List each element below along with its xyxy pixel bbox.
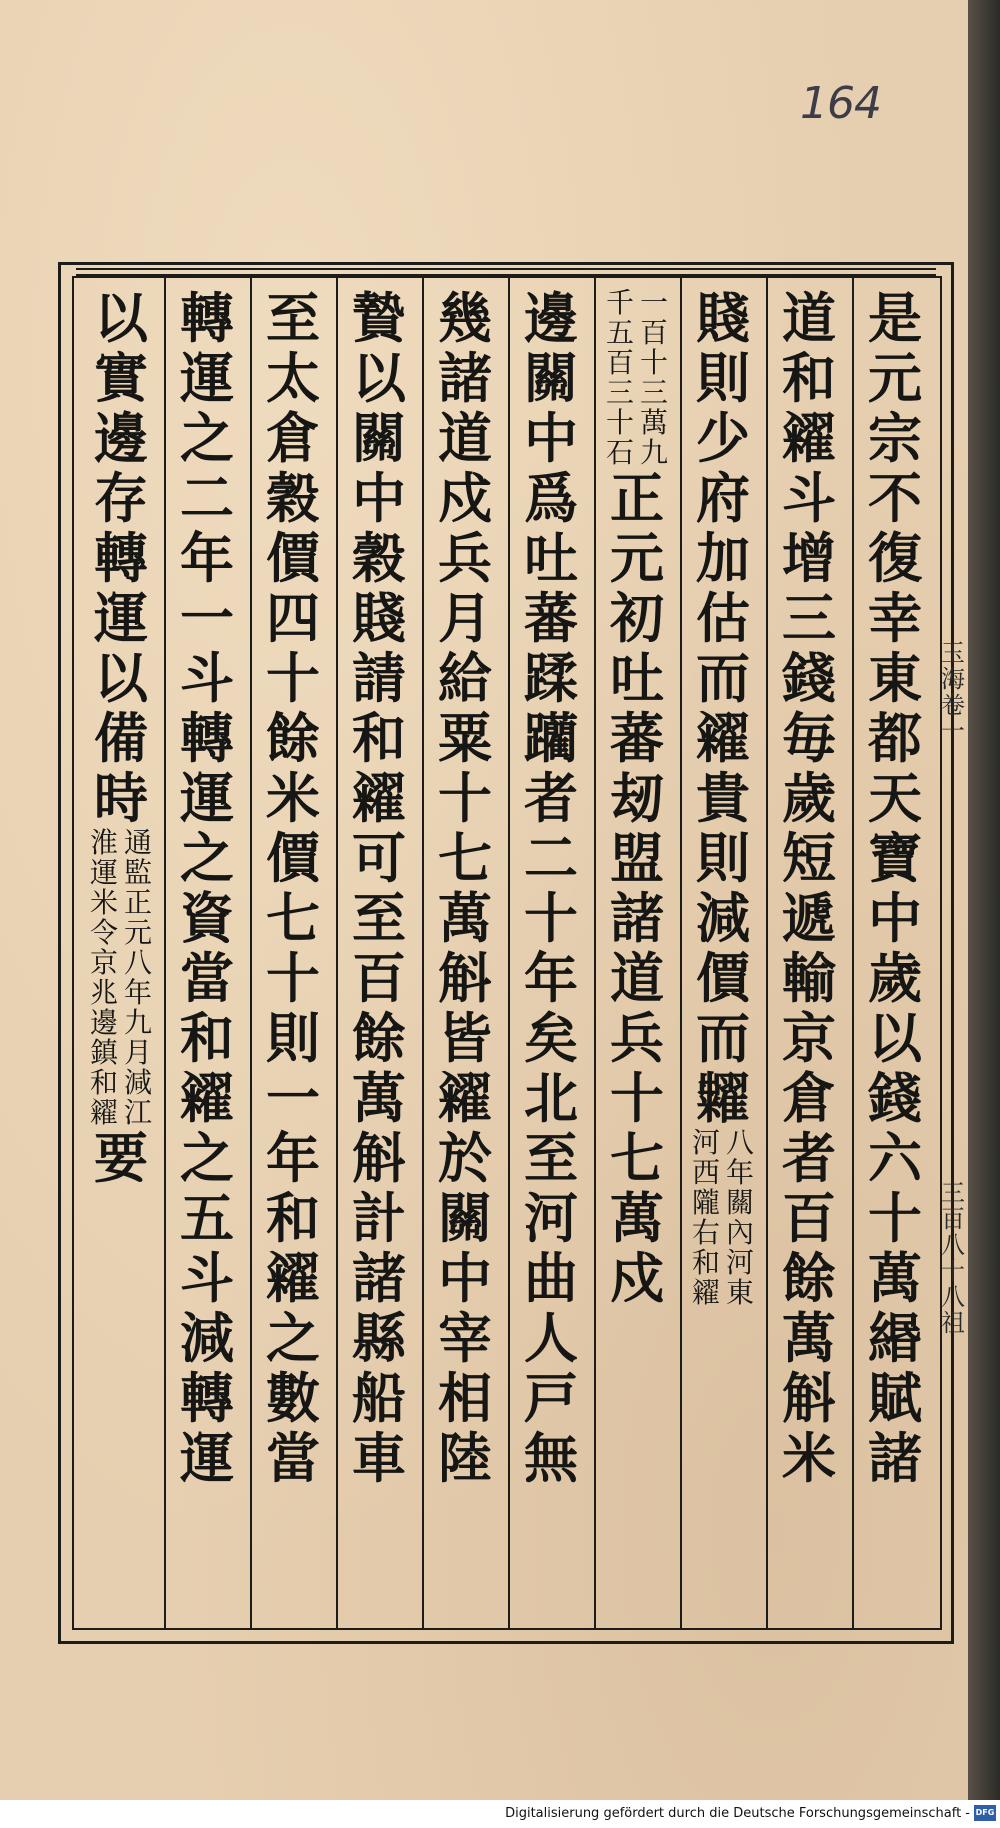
text-char: 請 (352, 646, 406, 710)
text-char: 矣 (524, 1006, 578, 1070)
text-char: 轉 (180, 706, 234, 770)
text-char: 糴 (696, 706, 750, 770)
digitization-credit: Digitalisierung gefördert durch die Deutsche Forschungsgemeinschaft - (0, 1800, 1000, 1828)
text-char: 年 (266, 1126, 320, 1190)
text-column (342, 288, 416, 1618)
column-divider (164, 278, 166, 1630)
text-char: 可 (352, 826, 406, 890)
text-char: 十 (266, 646, 320, 710)
text-char: 元 (868, 346, 922, 410)
text-char: 歲 (868, 946, 922, 1010)
column-divider (422, 278, 424, 1630)
annotation-char: 隴 (691, 1186, 720, 1219)
text-char: 運 (94, 586, 148, 650)
text-char: 宰 (438, 1306, 492, 1370)
text-char: 短 (782, 826, 836, 890)
text-char: 二 (524, 826, 578, 890)
text-char: 兵 (438, 526, 492, 590)
text-char: 曲 (524, 1246, 578, 1310)
text-char: 中 (868, 886, 922, 950)
text-char: 十 (524, 886, 578, 950)
column-divider (508, 278, 510, 1630)
text-char: 吐 (610, 646, 664, 710)
text-char: 增 (782, 526, 836, 590)
annotation-char: 米 (89, 886, 118, 919)
text-char: 至 (524, 1126, 578, 1190)
text-char: 之 (180, 406, 234, 470)
text-char: 諸 (352, 1246, 406, 1310)
note-line (123, 828, 153, 1128)
text-char: 相 (438, 1366, 492, 1430)
text-char: 十 (610, 1066, 664, 1130)
text-char: 運 (180, 766, 234, 830)
text-char: 一 (180, 586, 234, 650)
text-char: 北 (524, 1066, 578, 1130)
annotation-char: 監 (123, 856, 152, 889)
text-char: 蕃 (610, 706, 664, 770)
annotation-char: 京 (89, 946, 118, 979)
text-char: 盟 (610, 826, 664, 890)
text-char: 關 (524, 346, 578, 410)
annotation-char: 鎮 (89, 1036, 118, 1069)
text-char: 關 (438, 1186, 492, 1250)
text-char: 遞 (782, 886, 836, 950)
text-char: 轉 (94, 526, 148, 590)
dfg-logo-icon: DFG (974, 1805, 996, 1821)
text-char: 萬 (782, 1306, 836, 1370)
text-char: 穀 (266, 466, 320, 530)
text-char: 府 (696, 466, 750, 530)
annotation-char: 月 (123, 1036, 152, 1069)
text-char: 計 (352, 1186, 406, 1250)
text-char: 數 (266, 1366, 320, 1430)
text-char: 六 (868, 1126, 922, 1190)
text-char: 天 (868, 766, 922, 830)
text-char: 則 (696, 826, 750, 890)
text-char: 邊 (94, 406, 148, 470)
text-char: 刼 (610, 766, 664, 830)
text-char: 河 (524, 1186, 578, 1250)
text-char: 和 (266, 1186, 320, 1250)
annotation-char: 內 (725, 1216, 754, 1249)
text-char: 二 (180, 466, 234, 530)
text-char: 賦 (868, 1366, 922, 1430)
text-char: 貴 (696, 766, 750, 830)
annotation-char: 江 (123, 1096, 152, 1129)
text-column (772, 288, 846, 1618)
text-char: 錢 (782, 646, 836, 710)
text-char: 運 (180, 346, 234, 410)
annotation-char: 十 (605, 406, 634, 439)
interlinear-note (691, 1128, 755, 1308)
annotation-char: 十 (639, 346, 668, 379)
column-divider (336, 278, 338, 1630)
text-char: 十 (438, 766, 492, 830)
annotation-char: 三 (605, 376, 634, 409)
text-char: 者 (524, 766, 578, 830)
annotation-char: 正 (123, 886, 152, 919)
margin-char: 十 (941, 1257, 965, 1285)
text-char: 中 (438, 1246, 492, 1310)
annotation-char: 減 (123, 1066, 152, 1099)
text-char: 七 (438, 826, 492, 890)
text-char: 當 (266, 1426, 320, 1490)
text-char: 年 (180, 526, 234, 590)
annotation-char: 糴 (89, 1096, 118, 1129)
text-char: 和 (782, 346, 836, 410)
text-char: 皆 (438, 1006, 492, 1070)
text-char: 車 (352, 1426, 406, 1490)
text-char: 緡 (868, 1306, 922, 1370)
text-char: 諸 (438, 346, 492, 410)
text-char: 復 (868, 526, 922, 590)
annotation-char: 河 (691, 1126, 720, 1159)
interlinear-note (89, 828, 153, 1128)
text-char: 正 (610, 466, 664, 530)
text-char: 百 (782, 1186, 836, 1250)
text-char: 人 (524, 1306, 578, 1370)
text-char: 給 (438, 646, 492, 710)
annotation-char: 令 (89, 916, 118, 949)
text-char: 斗 (180, 646, 234, 710)
annotation-char: 河 (725, 1246, 754, 1279)
text-char: 餘 (266, 706, 320, 770)
text-char: 百 (352, 946, 406, 1010)
text-column (256, 288, 330, 1618)
text-char: 者 (782, 1126, 836, 1190)
text-column (84, 288, 158, 1618)
margin-char: 百 (941, 1205, 965, 1233)
text-char: 初 (610, 586, 664, 650)
text-char: 以 (94, 646, 148, 710)
text-char: 要 (94, 1126, 148, 1190)
text-char: 轉 (180, 286, 234, 350)
text-char: 戸 (524, 1366, 578, 1430)
text-column (428, 288, 502, 1618)
column-divider (680, 278, 682, 1630)
annotation-char: 石 (605, 436, 634, 469)
page-edge-shadow (968, 0, 1000, 1800)
text-char: 中 (524, 406, 578, 470)
text-char: 輸 (782, 946, 836, 1010)
text-char: 運 (180, 1426, 234, 1490)
text-char: 則 (266, 1006, 320, 1070)
text-char: 以 (94, 286, 148, 350)
text-char: 是 (868, 286, 922, 350)
text-char: 萬 (352, 1066, 406, 1130)
text-char: 戍 (438, 466, 492, 530)
annotation-char: 關 (725, 1186, 754, 1219)
column-divider (852, 278, 854, 1630)
text-char: 倉 (266, 406, 320, 470)
text-char: 歲 (782, 766, 836, 830)
text-char: 穀 (352, 526, 406, 590)
annotation-char: 淮 (89, 826, 118, 859)
annotation-char: 五 (605, 316, 634, 349)
text-column (514, 288, 588, 1618)
text-char: 船 (352, 1366, 406, 1430)
annotation-char: 八 (725, 1126, 754, 1159)
text-char: 月 (438, 586, 492, 650)
annotation-char: 年 (123, 976, 152, 1009)
margin-char: 一 (941, 717, 965, 745)
text-char: 斗 (782, 466, 836, 530)
text-char: 萬 (868, 1246, 922, 1310)
text-char: 京 (782, 1006, 836, 1070)
margin-char: 海 (941, 665, 965, 693)
margin-folio (942, 1180, 964, 1336)
text-char: 幾 (438, 286, 492, 350)
text-char: 戍 (610, 1246, 664, 1310)
text-char: 和 (180, 1006, 234, 1070)
text-char: 減 (696, 886, 750, 950)
text-char: 蕃 (524, 586, 578, 650)
text-char: 則 (696, 346, 750, 410)
text-char: 斗 (180, 1246, 234, 1310)
text-char: 宗 (868, 406, 922, 470)
column-divider (766, 278, 768, 1630)
text-char: 陸 (438, 1426, 492, 1490)
text-char: 道 (610, 946, 664, 1010)
text-char: 至 (266, 286, 320, 350)
text-char: 當 (180, 946, 234, 1010)
text-char: 價 (696, 946, 750, 1010)
annotation-char: 九 (639, 436, 668, 469)
text-char: 價 (266, 826, 320, 890)
text-char: 七 (610, 1126, 664, 1190)
text-char: 而 (696, 646, 750, 710)
text-char: 道 (782, 286, 836, 350)
text-char: 不 (868, 466, 922, 530)
text-char: 蹂 (524, 646, 578, 710)
interlinear-note (605, 288, 669, 468)
text-char: 萬 (438, 886, 492, 950)
annotation-char: 通 (123, 826, 152, 859)
text-char: 十 (868, 1186, 922, 1250)
annotation-char: 百 (639, 316, 668, 349)
text-char: 諸 (610, 886, 664, 950)
text-char: 加 (696, 526, 750, 590)
text-char: 估 (696, 586, 750, 650)
text-char: 斛 (352, 1126, 406, 1190)
text-char: 賤 (696, 286, 750, 350)
margin-char: 三 (941, 1179, 965, 1207)
text-char: 諸 (868, 1426, 922, 1490)
text-char: 於 (438, 1126, 492, 1190)
margin-char: 卷 (941, 691, 965, 719)
text-column (686, 288, 760, 1618)
annotation-char: 右 (691, 1216, 720, 1249)
annotation-char: 西 (691, 1156, 720, 1189)
text-char: 倉 (782, 1066, 836, 1130)
text-char: 時 (94, 766, 148, 830)
column-divider (594, 278, 596, 1630)
margin-char: 祖 (941, 1309, 965, 1337)
text-char: 備 (94, 706, 148, 770)
text-char: 糴 (180, 1066, 234, 1130)
text-char: 吐 (524, 526, 578, 590)
text-char: 一 (266, 1066, 320, 1130)
annotation-char: 元 (123, 916, 152, 949)
text-char: 米 (782, 1426, 836, 1490)
text-char: 斛 (438, 946, 492, 1010)
text-char: 餘 (782, 1246, 836, 1310)
text-char: 東 (868, 646, 922, 710)
text-char: 關 (352, 406, 406, 470)
header-rule (76, 268, 936, 276)
annotation-char: 九 (123, 1006, 152, 1039)
text-char: 寶 (868, 826, 922, 890)
text-char: 斛 (782, 1366, 836, 1430)
annotation-char: 千 (605, 286, 634, 319)
text-char: 粟 (438, 706, 492, 770)
text-char: 道 (438, 406, 492, 470)
annotation-char: 八 (123, 946, 152, 979)
text-char: 以 (868, 1006, 922, 1070)
text-char: 之 (180, 1126, 234, 1190)
margin-char: 八 (941, 1231, 965, 1259)
text-char: 餘 (352, 1006, 406, 1070)
text-char: 資 (180, 886, 234, 950)
text-column (858, 288, 932, 1618)
margin-char: 八 (941, 1283, 965, 1311)
text-char: 無 (524, 1426, 578, 1490)
text-char: 都 (868, 706, 922, 770)
note-line (725, 1128, 755, 1308)
text-char: 毎 (782, 706, 836, 770)
text-char: 糴 (782, 406, 836, 470)
annotation-char: 三 (639, 376, 668, 409)
annotation-char: 糴 (691, 1276, 720, 1309)
text-char: 存 (94, 466, 148, 530)
text-char: 邊 (524, 286, 578, 350)
text-char: 糴 (438, 1066, 492, 1130)
annotation-char: 和 (89, 1066, 118, 1099)
text-char: 中 (352, 466, 406, 530)
annotation-char: 萬 (639, 406, 668, 439)
annotation-char: 兆 (89, 976, 118, 1009)
annotation-char: 年 (725, 1156, 754, 1189)
margin-char: 玉 (941, 639, 965, 667)
text-char: 和 (352, 706, 406, 770)
text-char: 十 (266, 946, 320, 1010)
column-divider (250, 278, 252, 1630)
annotation-char: 邊 (89, 1006, 118, 1039)
note-line (605, 288, 635, 468)
text-char: 三 (782, 586, 836, 650)
text-char: 五 (180, 1186, 234, 1250)
page-number: 164 (800, 78, 881, 129)
text-char: 至 (352, 886, 406, 950)
text-char: 爲 (524, 466, 578, 530)
text-char: 贄 (352, 286, 406, 350)
note-line (89, 828, 119, 1128)
text-char: 以 (352, 346, 406, 410)
text-char: 七 (266, 886, 320, 950)
text-char: 而 (696, 1006, 750, 1070)
note-line (639, 288, 669, 468)
text-char: 之 (180, 826, 234, 890)
text-char: 減 (180, 1306, 234, 1370)
text-char: 兵 (610, 1006, 664, 1070)
text-char: 幸 (868, 586, 922, 650)
text-char: 萬 (610, 1186, 664, 1250)
text-char: 米 (266, 766, 320, 830)
text-char: 躪 (524, 706, 578, 770)
note-line (691, 1128, 721, 1308)
text-char: 價 (266, 526, 320, 590)
text-char: 四 (266, 586, 320, 650)
annotation-char: 運 (89, 856, 118, 889)
annotation-char: 一 (639, 286, 668, 319)
text-column (170, 288, 244, 1618)
text-char: 錢 (868, 1066, 922, 1130)
text-char: 轉 (180, 1366, 234, 1430)
text-char: 太 (266, 346, 320, 410)
text-char: 糴 (352, 766, 406, 830)
text-char: 實 (94, 346, 148, 410)
text-char: 縣 (352, 1306, 406, 1370)
text-char: 年 (524, 946, 578, 1010)
text-char: 糴 (266, 1246, 320, 1310)
text-column (600, 288, 674, 1618)
margin-title (942, 640, 964, 744)
annotation-char: 東 (725, 1276, 754, 1309)
text-char: 少 (696, 406, 750, 470)
annotation-char: 百 (605, 346, 634, 379)
annotation-char: 和 (691, 1246, 720, 1279)
text-char: 糶 (696, 1066, 750, 1130)
text-char: 賤 (352, 586, 406, 650)
text-char: 之 (266, 1306, 320, 1370)
text-char: 元 (610, 526, 664, 590)
